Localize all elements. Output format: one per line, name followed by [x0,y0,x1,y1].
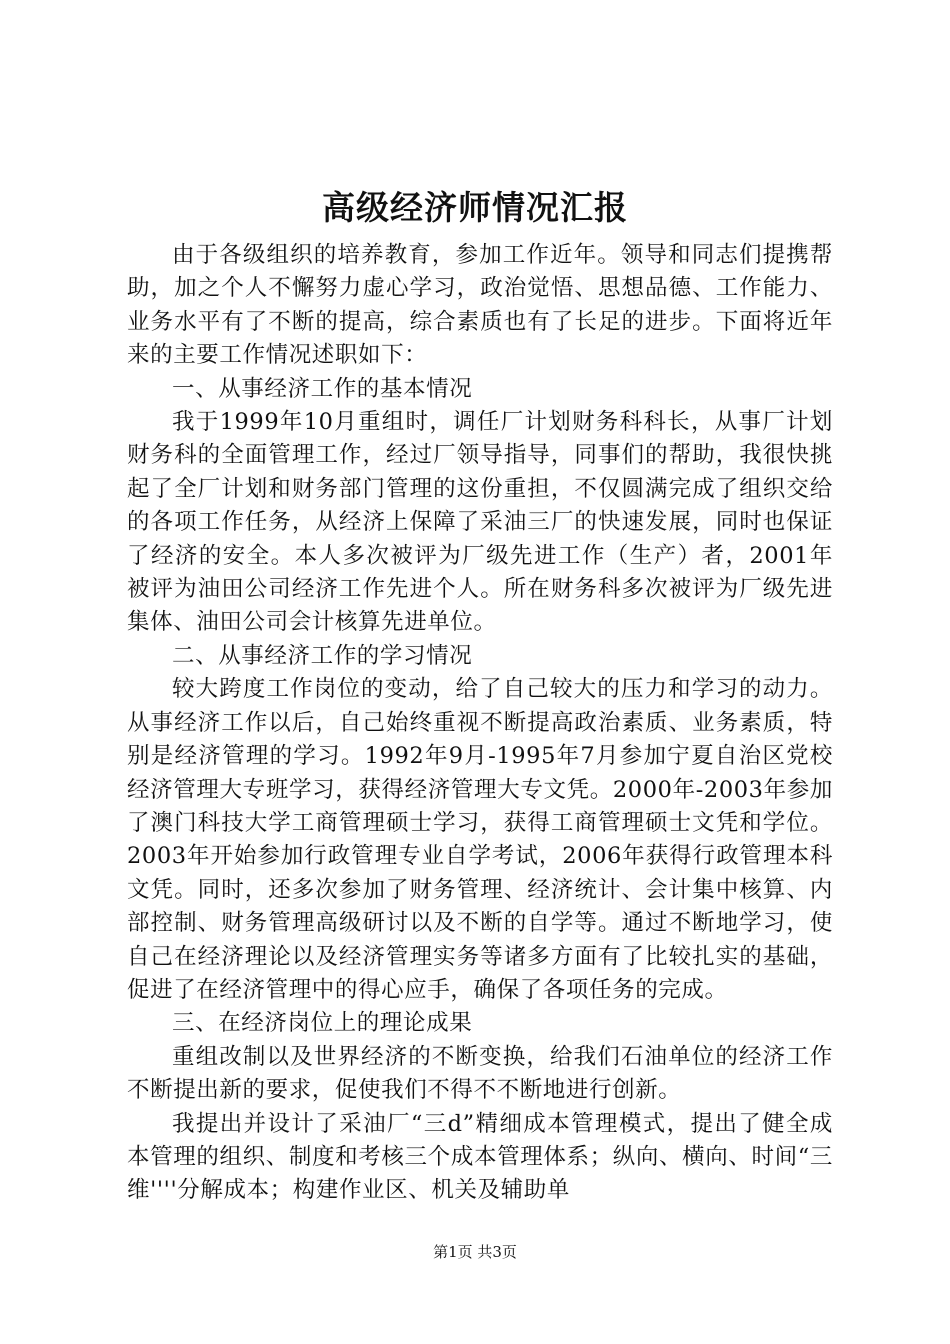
paragraph-basic-situation: 我于1999年10月重组时，调任厂计划财务科科长，从事厂计划财务科的全面管理工作，经过厂领导指导，同事们的帮助，我很快挑起了全厂计划和财务部门管理的这份重担，不仅圆满完成了组织交给的各项工作任务，从经济上保障了采油三厂的快速发展，同时也保证了经济的安全。本人多次被评为厂级先进工作（生产）者，2001年被评为油田公司经济工作先进个人。所在财务科多次被评为厂级先进集体、油田公司会计核算先进单位。 [127,409,833,636]
section-heading-3: 三、在经济岗位上的理论成果 [172,1010,473,1037]
section-heading-1: 一、从事经济工作的基本情况 [172,375,473,402]
paragraph-intro: 由于各级组织的培养教育，参加工作近年。领导和同志们提携帮助，加之个人不懈努力虚心学习，政治觉悟、思想品德、工作能力、业务水平有了不断的提高，综合素质也有了长足的进步。下面将近年来的主要工作情况述职如下： [127,242,833,369]
document-body [127,239,833,1208]
page-footer: 第1页 共3页 [433,1243,517,1261]
paragraph-theory-2: 我提出并设计了采油厂“三d”精细成本管理模式，提出了健全成本管理的组织、制度和考核三个成本管理体系；纵向、横向、时间“三维''''分解成本；构建作业区、机关及辅助单 [127,1110,833,1204]
paragraph-theory-1: 重组改制以及世界经济的不断变换，给我们石油单位的经济工作不断提出新的要求，促使我们不得不不断地进行创新。 [127,1043,833,1104]
document-title: 高级经济师情况汇报 [322,188,628,227]
paragraph-learning: 较大跨度工作岗位的变动，给了自己较大的压力和学习的动力。从事经济工作以后，自己始终重视不断提高政治素质、业务素质，特别是经济管理的学习。1992年9月-1995年7月参加宁夏自治区党校经济管理大专班学习，获得经济管理大专文凭。2000年-2003年参加了澳门科技大学工商管理硕士学习，获得工商管理硕士文凭和学位。2003年开始参加行政管理专业自学考试，2006年获得行政管理本科文凭。同时，还多次参加了财务管理、经济统计、会计集中核算、内部控制、财务管理高级研讨以及不断的自学等。通过不断地学习，使自己在经济理论以及经济管理实务等诸多方面有了比较扎实的基础，促进了在经济管理中的得心应手，确保了各项任务的完成。 [127,676,833,1003]
section-heading-2: 二、从事经济工作的学习情况 [172,642,473,669]
